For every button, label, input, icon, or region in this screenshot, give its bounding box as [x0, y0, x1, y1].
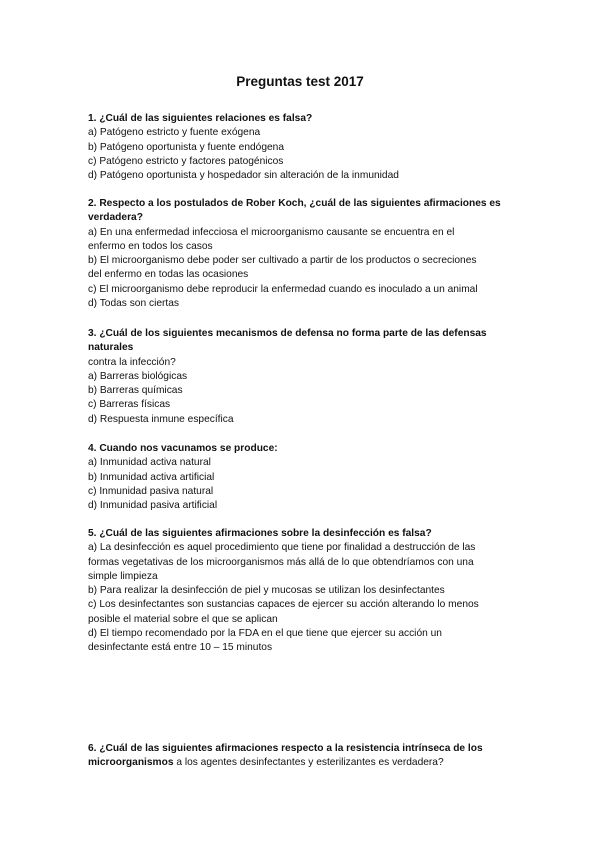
- question-1-option-a: a) Patógeno estricto y fuente exógena: [88, 127, 261, 139]
- question-4-option-c: c) Inmunidad pasiva natural: [88, 485, 214, 497]
- question-5-option-a: a) La desinfección es aquel procedimiento que tiene por finalidad a destrucción de las: [88, 542, 476, 554]
- question-1-option-d: d) Patógeno oportunista y hospedador sin alteración de la inmunidad: [88, 170, 399, 182]
- question-5-option-c: c) Los desinfectantes son sustancias capaces de ejercer su acción alterando lo menos: [88, 599, 479, 611]
- question-1-option-b: b) Patógeno oportunista y fuente endógena: [88, 141, 284, 153]
- question-6-text-cont: [88, 756, 518, 770]
- question-2-text-cont: verdadera?: [88, 212, 143, 224]
- question-3-text-tail: contra la infección?: [88, 356, 176, 368]
- question-5-option-d-cont: desinfectante está entre 10 – 15 minutos: [88, 642, 273, 654]
- question-1-text: 1. ¿Cuál de las siguientes relaciones es falsa?: [88, 113, 313, 124]
- question-2-text: 2. Respecto a los postulados de Rober Koch, ¿cuál de las siguientes afirmaciones es: [88, 198, 501, 209]
- question-3-option-b: b) Barreras químicas: [88, 385, 183, 397]
- question-5-text: 5. ¿Cuál de las siguientes afirmaciones sobre la desinfección es falsa?: [88, 528, 432, 539]
- question-3-option-c: c) Barreras físicas: [88, 399, 171, 411]
- question-2-option-d: d) Todas son ciertas: [88, 298, 179, 310]
- question-5-option-a-cont2: simple limpieza: [88, 570, 158, 582]
- question-4-option-a: a) Inmunidad activa natural: [88, 457, 211, 469]
- question-2-option-a: a) En una enfermedad infecciosa el microorganismo causante se encuentra en el: [88, 226, 455, 238]
- question-5-option-a-cont: formas vegetativas de los microorganismos más allá de lo que obtendríamos con una: [88, 556, 474, 568]
- question-4-text: 4. Cuando nos vacunamos se produce:: [88, 443, 278, 454]
- question-3-text: 3. ¿Cuál de los siguientes mecanismos de defensa no forma parte de las defensas: [88, 328, 487, 339]
- question-6-text: 6. ¿Cuál de las siguientes afirmaciones respecto a la resistencia intrínseca de los: [88, 743, 483, 754]
- question-5-option-c-cont: posible el material sobre el que se aplican: [88, 613, 278, 625]
- question-5: [88, 527, 518, 656]
- question-2-option-a-cont: enfermo en todos los casos: [88, 240, 213, 252]
- question-6: [88, 742, 518, 771]
- question-2-option-b-cont: del enfermo en todas las ocasiones: [88, 269, 249, 281]
- question-5-option-d: d) El tiempo recomendado por la FDA en el que tiene que ejercer su acción un: [88, 628, 442, 640]
- question-3-option-a: a) Barreras biológicas: [88, 370, 188, 382]
- question-6-text-rest: a los agentes desinfectantes y esterilizantes es verdadera?: [173, 757, 444, 769]
- question-2-option-b: b) El microorganismo debe poder ser cultivado a partir de los productos o secreciones: [88, 255, 477, 267]
- question-4-option-b: b) Inmunidad activa artificial: [88, 471, 215, 483]
- question-6-bold-term: microorganismos: [88, 757, 174, 769]
- question-1-option-c: c) Patógeno estricto y factores patogénicos: [88, 155, 284, 167]
- question-3-option-d: d) Respuesta inmune específica: [88, 413, 234, 425]
- page-title: Preguntas test 2017: [236, 74, 364, 89]
- question-5-option-b: b) Para realizar la desinfección de piel y mucosas se utilizan los desinfectantes: [88, 585, 445, 597]
- question-3: [88, 327, 518, 427]
- question-2: [88, 197, 518, 311]
- question-1: [88, 112, 518, 183]
- question-4: [88, 442, 518, 513]
- question-4-option-d: d) Inmunidad pasiva artificial: [88, 500, 218, 512]
- question-3-text-cont: naturales: [88, 342, 134, 354]
- question-2-option-c: c) El microorganismo debe reproducir la enfermedad cuando es inoculado a un animal: [88, 283, 478, 295]
